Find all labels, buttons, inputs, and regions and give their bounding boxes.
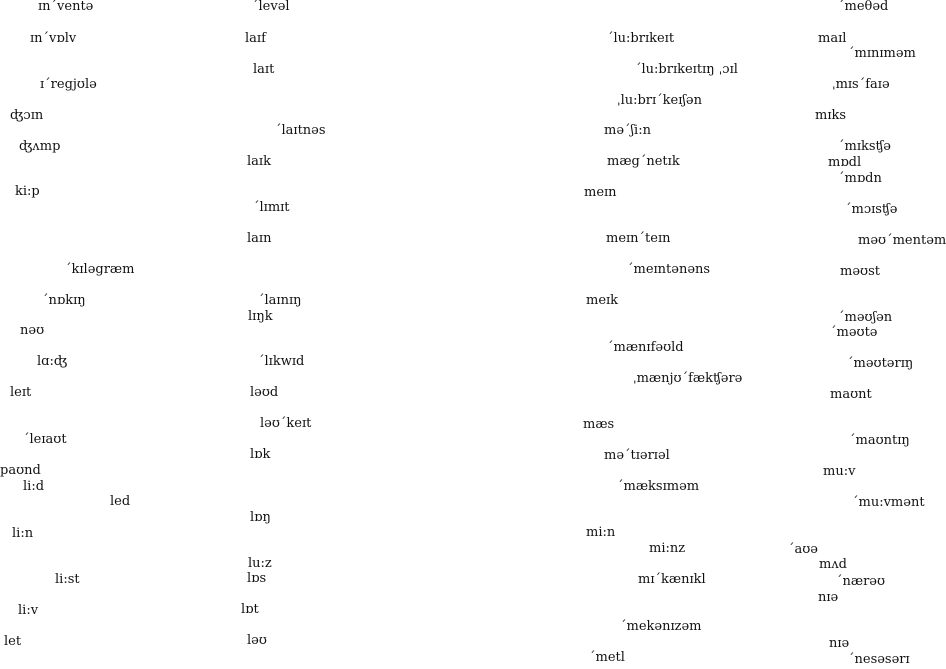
phonetic-entry: ˊaʊə (788, 542, 819, 557)
phonetic-entry: ˊnɒkɪŋ (42, 293, 86, 308)
phonetic-entry: lu:z (248, 556, 272, 571)
phonetic-entry: lɪŋk (248, 309, 273, 324)
phonetic-entry: maʊnt (830, 387, 872, 402)
phonetic-entry: ləʊ (247, 633, 267, 648)
phonetic-entry: ˊlɪkwɪd (258, 354, 305, 369)
phonetic-entry: mi:nz (649, 541, 686, 556)
phonetic-entry: ʤʌmp (19, 139, 61, 154)
phonetic-entry: ˊlu:brɪkeɪtɪŋ ˌɔɪl (635, 62, 738, 77)
phonetic-entry: ˊmɪnɪməm (848, 46, 916, 61)
phonetic-entry: ləʊd (250, 385, 279, 400)
phonetic-entry: laɪk (247, 154, 271, 169)
phonetic-entry: meɪnˊteɪn (606, 231, 671, 246)
phonetic-entry: maɪl (818, 31, 847, 46)
phonetic-entry: li:n (12, 526, 34, 541)
phonetic-entry: ˊlɪmɪt (253, 200, 290, 215)
phonetic-entry: ˊlaɪtnəs (275, 123, 326, 138)
phonetic-entry: mɪˊkænɪkl (638, 572, 706, 587)
phonetic-entry: mʌd (819, 557, 847, 572)
phonetic-entry: nɪə (818, 590, 839, 605)
phonetic-entry: ˌmænjʊˊfækʧərə (633, 371, 743, 386)
phonetic-entry: mɒdl (828, 155, 862, 170)
phonetic-entry: məˊtɪərɪəl (604, 448, 670, 463)
phonetic-entry: məˊʃi:n (604, 123, 651, 138)
phonetic-entry: mi:n (586, 525, 616, 540)
phonetic-entry: nəʊ (20, 323, 45, 338)
phonetic-entry: məʊˊmentəm (858, 233, 946, 248)
phonetic-entry: meɪn (584, 185, 617, 200)
phonetic-entry: lɑ:ʤ (37, 354, 68, 369)
phonetic-entry: ˊkɪləgræm (65, 262, 135, 277)
phonetic-entry: mæs (583, 417, 615, 432)
phonetic-entry: lɒt (241, 602, 259, 617)
phonetic-entry: məʊst (840, 264, 880, 279)
phonetic-entry: mu:v (823, 464, 856, 479)
phonetic-entry: ki:p (15, 184, 40, 199)
phonetic-entry: ˌlu:brɪˊkeɪʃən (617, 93, 703, 108)
phonetic-entry: laɪf (245, 31, 266, 46)
phonetic-entry: lɒs (247, 571, 267, 586)
phonetic-entry: ɪnˊvɒlv (30, 31, 77, 46)
phonetic-entry: ˌmɪsˊfaɪə (832, 77, 890, 92)
phonetic-entry: mɪks (815, 108, 847, 123)
phonetic-entry: li:d (23, 479, 45, 494)
phonetic-entry: li:st (55, 572, 80, 587)
phonetic-entry: ˊmekənɪzəm (620, 619, 702, 634)
phonetic-entry: ˊnesəsərɪ (848, 652, 910, 667)
phonetic-entry: li:v (18, 603, 39, 618)
phonetic-entry: lɒk (250, 447, 271, 462)
phonetic-entry: ˊmæksɪməm (617, 479, 700, 494)
phonetic-entry: ˊmeɪntənəns (627, 262, 711, 277)
phonetic-entry: ˊməʊtə (830, 325, 878, 340)
phonetic-entry: ˊnærəʊ (836, 574, 886, 589)
phonetic-entry: laɪt (253, 62, 275, 77)
phonetic-entry: ˊmetl (589, 650, 625, 665)
phonetic-entry: ˊlevəl (252, 0, 290, 14)
phonetic-entry: ˊlaɪnɪŋ (258, 293, 302, 308)
phonetic-entry: mægˊnetɪk (607, 154, 680, 169)
phonetic-entry: ˊmaʊntɪŋ (849, 433, 910, 448)
phonetic-entry: ˊmɪksʧə (838, 139, 891, 154)
phonetic-entry: ˊmænɪfəʊld (607, 340, 684, 355)
phonetic-entry: meɪk (586, 293, 619, 308)
phonetic-entry: ˊmeθəd (838, 0, 889, 14)
phonetic-entry: ˊlu:brɪkeɪt (607, 31, 675, 46)
phonetic-entry: lɒŋ (250, 510, 271, 525)
phonetic-entry: let (4, 634, 22, 649)
phonetic-entry: ˊmɔɪsʧə (845, 202, 898, 217)
phonetic-entry: ɪˊregjʊlə (40, 77, 97, 92)
phonetic-entry: ˊməʊʃən (838, 310, 893, 325)
phonetic-entry: ləʊˊkeɪt (260, 416, 312, 431)
phonetic-entry: ɪnˊventə (38, 0, 94, 14)
phonetic-entry: ˊmɒdn (838, 171, 882, 186)
phonetic-entry: ˊleɪaʊt (23, 432, 67, 447)
phonetic-entry: laɪn (247, 231, 272, 246)
phonetic-entry: nɪə (829, 636, 850, 651)
phonetic-entry: led (110, 494, 131, 509)
phonetic-entry: ˊməʊtərɪŋ (847, 356, 914, 371)
phonetic-entry: ʤɔɪn (10, 108, 44, 123)
phonetic-entry: leɪt (10, 385, 32, 400)
phonetic-entry: paʊnd (0, 463, 41, 478)
phonetic-entry: ˊmu:vmənt (852, 495, 925, 510)
